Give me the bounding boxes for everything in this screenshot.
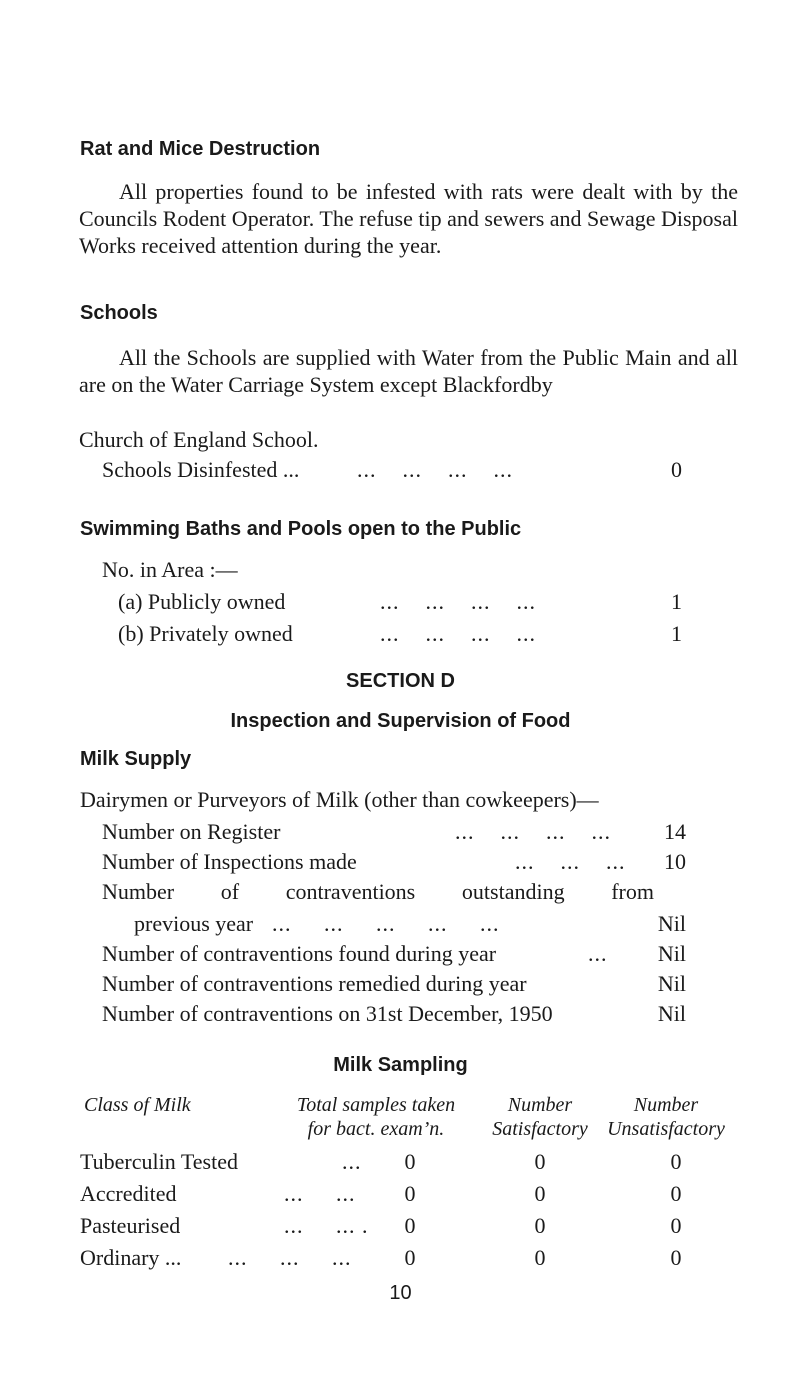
milk-row-value: 10 xyxy=(664,849,686,874)
milk-row-value: 14 xyxy=(664,819,686,844)
leader-dots: ... xyxy=(342,1149,362,1174)
table-row-class: Accredited xyxy=(80,1181,177,1206)
table-cell-total: 0 xyxy=(404,1213,416,1238)
heading-milk-supply: Milk Supply xyxy=(80,748,192,770)
table-cell-total: 0 xyxy=(404,1149,416,1174)
table-cell-satisfactory: 0 xyxy=(534,1181,546,1206)
leader-dots: ... ... ... xyxy=(228,1245,352,1270)
table-row-class: Tuberculin Tested xyxy=(80,1149,238,1174)
section-d-subtitle: Inspection and Supervision of Food xyxy=(230,710,571,732)
schools-paragraph: All the Schools are supplied with Water from the Public Main and all are on the Water Carriage System except Blackfordby xyxy=(79,345,738,397)
swimming-a-label: (a) Publicly owned xyxy=(118,589,286,614)
column-header-unsatisfactory-sub: Unsatisfactory xyxy=(607,1118,725,1140)
table-row-class: Pasteurised xyxy=(80,1213,181,1238)
milk-row-label: Number of contraventions remedied during year xyxy=(102,971,527,996)
heading-rat-mice: Rat and Mice Destruction xyxy=(80,138,321,160)
leader-dots: ... ... . xyxy=(284,1213,369,1238)
milk-row-label: Number of Inspections made xyxy=(102,849,357,874)
leader-dots: ... ... ... ... xyxy=(380,621,536,646)
leader-dots: ... ... xyxy=(284,1181,356,1206)
swimming-b-value: 1 xyxy=(671,621,682,646)
section-d-title: SECTION D xyxy=(346,670,455,692)
column-header-total-sub: for bact. exam’n. xyxy=(307,1118,445,1140)
column-header-satisfactory: Number xyxy=(507,1094,573,1116)
heading-milk-sampling: Milk Sampling xyxy=(333,1054,468,1076)
milk-row-label: previous year xyxy=(134,911,254,936)
table-row-class: Ordinary ... xyxy=(80,1245,182,1270)
table-cell-satisfactory: 0 xyxy=(534,1245,546,1270)
table-cell-satisfactory: 0 xyxy=(534,1149,546,1174)
milk-supply-intro: Dairymen or Purveyors of Milk (other than cowkeepers)— xyxy=(80,787,599,812)
milk-row-label: Number of contraventions on 31st December, 1950 xyxy=(102,1001,553,1026)
table-cell-unsatisfactory: 0 xyxy=(670,1181,682,1206)
column-header-unsatisfactory: Number xyxy=(633,1094,699,1116)
table-cell-total: 0 xyxy=(404,1245,416,1270)
milk-row-label: Number of contraventions found during year xyxy=(102,941,497,966)
heading-schools: Schools xyxy=(80,302,158,324)
milk-row-value: Nil xyxy=(657,1001,686,1026)
table-cell-unsatisfactory: 0 xyxy=(670,1213,682,1238)
table-cell-unsatisfactory: 0 xyxy=(670,1149,682,1174)
leader-dots: ... ... ... ... xyxy=(455,819,611,844)
swimming-intro: No. in Area :— xyxy=(102,557,238,582)
column-header-total: Total samples taken xyxy=(296,1094,456,1116)
leader-dots: ... ... ... ... ... xyxy=(272,911,500,936)
milk-row-value: Nil xyxy=(657,941,686,966)
heading-swimming: Swimming Baths and Pools open to the Public xyxy=(80,518,522,540)
table-cell-total: 0 xyxy=(404,1181,416,1206)
leader-dots: ... ... ... ... xyxy=(357,457,513,482)
table-cell-satisfactory: 0 xyxy=(534,1213,546,1238)
column-header-class: Class of Milk xyxy=(84,1094,191,1116)
leader-dots: ... ... ... ... xyxy=(380,589,536,614)
schools-disinfested-value: 0 xyxy=(671,457,682,482)
milk-row-value: Nil xyxy=(657,971,686,996)
schools-paragraph-end: Church of England School. xyxy=(79,427,319,452)
page-number: 10 xyxy=(389,1282,412,1304)
leader-dots: ... ... ... xyxy=(515,849,626,874)
leader-dots: ... xyxy=(588,941,608,966)
column-header-satisfactory-sub: Satisfactory xyxy=(492,1118,588,1140)
rats-paragraph: All properties found to be infested with rats were dealt with by the Councils Rodent Operator. The refuse tip and sewers and Sewage Disposal Works received attention during the year. xyxy=(79,179,738,258)
milk-row-label: Number on Register xyxy=(102,819,281,844)
swimming-a-value: 1 xyxy=(671,589,682,614)
milk-row-value: Nil xyxy=(657,911,686,936)
swimming-b-label: (b) Privately owned xyxy=(118,621,293,646)
table-cell-unsatisfactory: 0 xyxy=(670,1245,682,1270)
schools-disinfested-label: Schools Disinfested ... xyxy=(102,457,300,482)
milk-row-label: Number of contraventions outstanding from xyxy=(102,879,654,904)
